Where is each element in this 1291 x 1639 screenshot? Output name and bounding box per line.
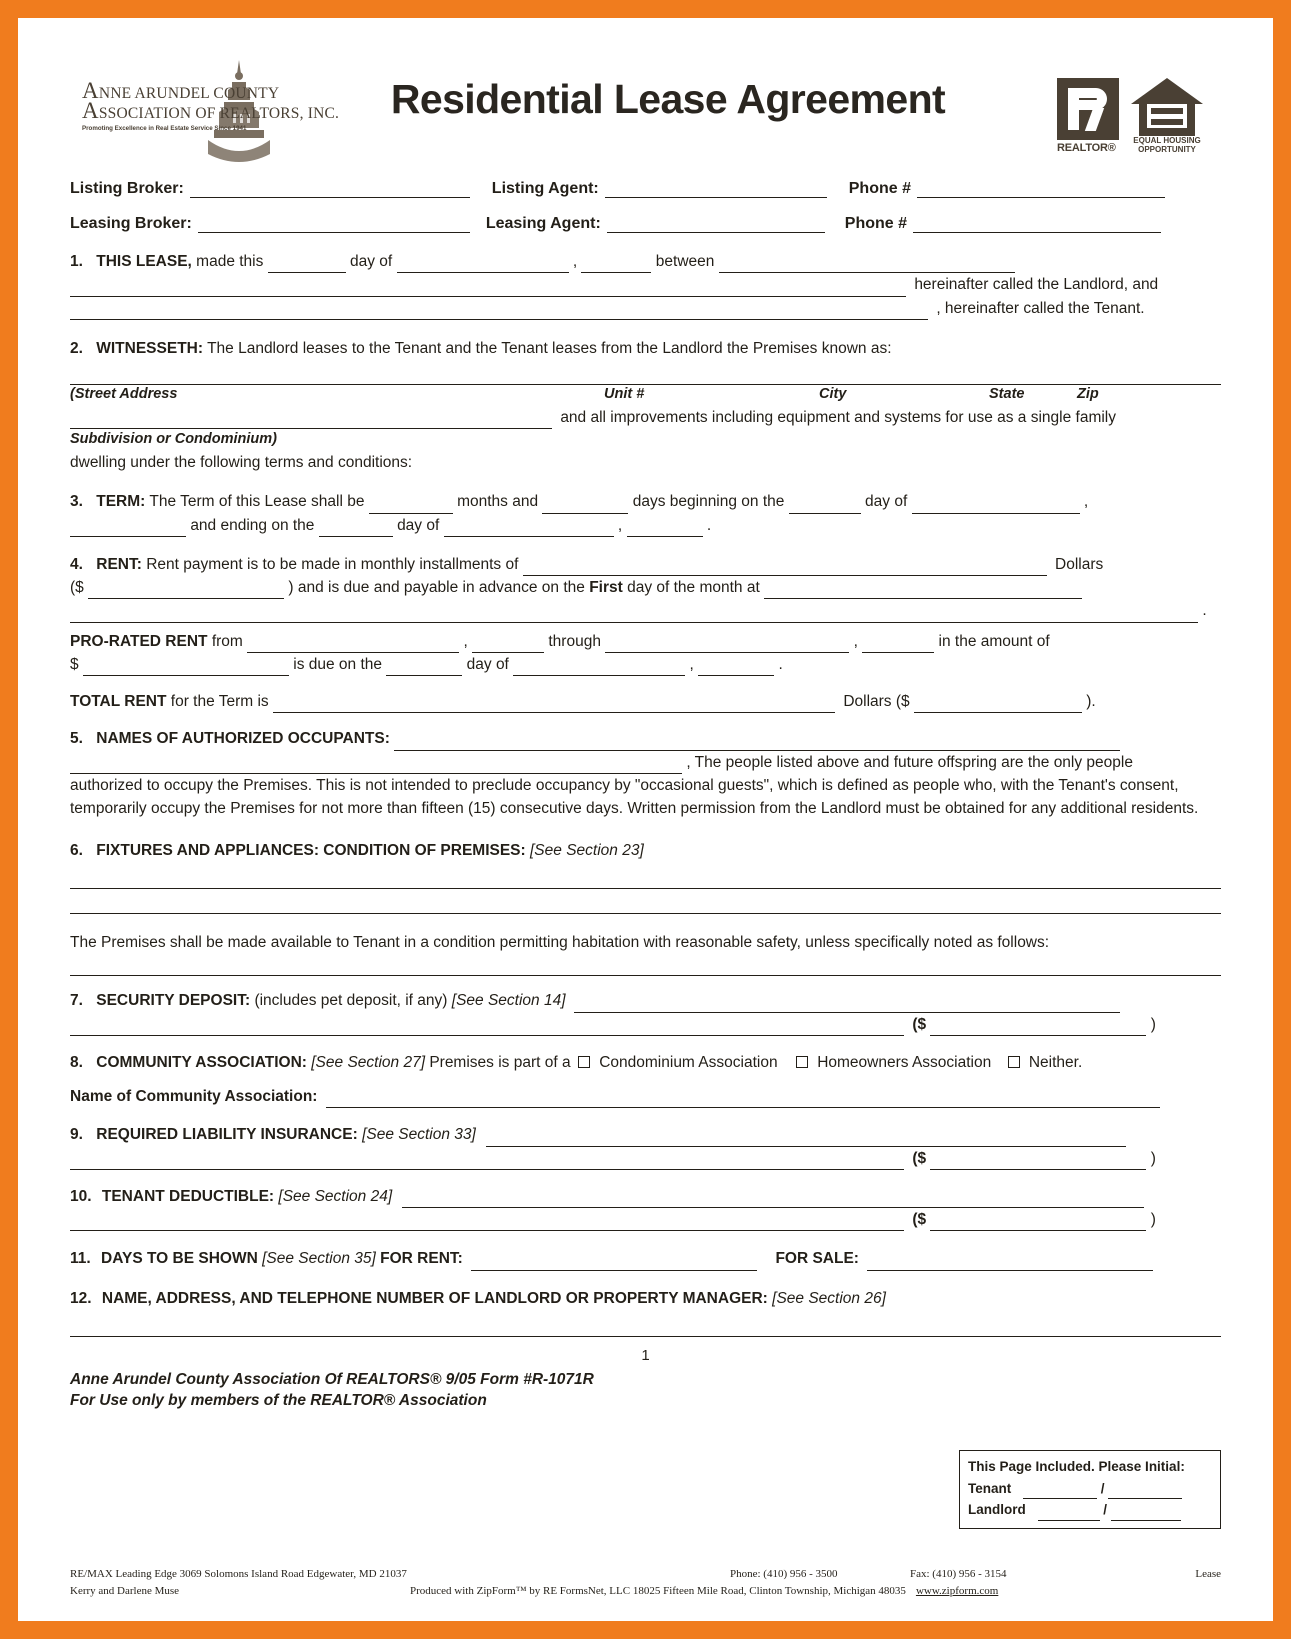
s10-deductible-input[interactable] <box>402 1193 1144 1208</box>
community-association-name-input[interactable] <box>326 1093 1160 1108</box>
logo-line-1: ANNE ARUNDEL COUNTY <box>82 78 280 103</box>
s9-dollar-sign: ($ <box>912 1149 927 1167</box>
listing-agent-label: Listing Agent: <box>491 180 599 197</box>
section-8-reference: [See Section 27] <box>311 1053 425 1071</box>
broker-fields <box>70 180 1221 233</box>
s10-close-paren: ) <box>1150 1211 1156 1229</box>
s5-occupants-input-2[interactable] <box>70 759 682 774</box>
section-10-number: 10. <box>70 1187 92 1205</box>
section-10-tenant-deductible <box>70 1185 1221 1208</box>
s1-made-this-label: made this <box>196 253 264 270</box>
agent-names: Kerry and Darlene Muse <box>70 1584 180 1597</box>
s1-month-input[interactable] <box>397 258 569 273</box>
prorated-comma-2: , <box>853 632 858 650</box>
s7-deposit-input-2[interactable] <box>70 1021 904 1036</box>
listing-phone-input[interactable] <box>917 183 1165 198</box>
s1-tenant-input[interactable] <box>70 305 928 320</box>
homeowners-association-checkbox[interactable] <box>796 1056 808 1068</box>
zipform-link[interactable]: www.zipform.com <box>915 1584 999 1597</box>
total-rent-words-input[interactable] <box>273 698 835 713</box>
section-12-reference: [See Section 26] <box>772 1289 886 1307</box>
section-2-number: 2. <box>70 339 83 357</box>
section-4-number: 4. <box>70 555 83 573</box>
s4-first-label: First <box>589 579 623 596</box>
habitation-text: The Premises shall be made available to Tenant in a condition permitting habitation with reasonable safety, unless specifically noted as follows: <box>70 934 1050 952</box>
city-header: City <box>819 386 847 402</box>
leasing-agent-input[interactable] <box>607 218 825 233</box>
section-10-line-2 <box>70 1208 1221 1231</box>
s9-insurance-input[interactable] <box>486 1132 1126 1147</box>
landlord-initials-label: Landlord <box>968 1502 1026 1518</box>
s4-month-at-label: day of the month at <box>627 579 760 596</box>
s3-begin-day-input[interactable] <box>789 499 861 514</box>
state-header: State <box>989 386 1025 402</box>
form-id-line-1: Anne Arundel County Association Of REALTORS® 9/05 Form #R-1071R <box>70 1370 594 1388</box>
dwelling-terms-text: dwelling under the following terms and conditions: <box>70 454 413 471</box>
leasing-phone-input[interactable] <box>913 218 1161 233</box>
landlord-initials-input-2[interactable] <box>1111 1506 1181 1521</box>
total-rent-dollars-label: Dollars ($ <box>843 693 910 710</box>
section-9-liability-insurance <box>70 1123 1221 1146</box>
office-fax: Fax: (410) 956 - 3154 <box>910 1568 1007 1580</box>
section-1-this-lease <box>70 250 1221 273</box>
unit-header: Unit # <box>604 386 645 402</box>
s1-landlord-input[interactable] <box>719 258 1015 273</box>
s1-landlord-caption: hereinafter called the Landlord, and <box>914 276 1159 294</box>
s3-comma-2: , <box>617 516 623 534</box>
tenant-initials-slash: / <box>1100 1480 1105 1496</box>
listing-broker-input[interactable] <box>190 183 470 198</box>
s3-end-day-input[interactable] <box>319 522 393 537</box>
section-7-reference: [See Section 14] <box>451 992 566 1010</box>
s1-tenant-caption: , hereinafter called the Tenant. <box>936 299 1145 317</box>
s8-part-of-label: Premises is part of a <box>429 1053 571 1071</box>
s3-days-input[interactable] <box>542 499 628 514</box>
s3-end-month-input[interactable] <box>444 522 614 537</box>
community-association-name-label: Name of Community Association: <box>70 1088 318 1106</box>
lease-document-page <box>18 18 1273 1621</box>
form-id-line-2: For Use only by members of the REALTOR® Association <box>70 1391 487 1409</box>
address-column-headers <box>70 386 1221 402</box>
house-icon <box>1131 78 1203 136</box>
section-11-title: DAYS TO BE SHOWN <box>101 1250 258 1268</box>
s4-due-label: ) and is due and payable in advance on the <box>288 579 585 596</box>
section-10-title: TENANT DEDUCTIBLE: <box>101 1187 275 1205</box>
s3-ending-label: and ending on the <box>190 516 315 534</box>
prorated-comma-3: , <box>689 655 694 673</box>
section-6-number: 6. <box>70 841 83 859</box>
s1-between-label: between <box>655 253 715 270</box>
s9-insurance-input-2[interactable] <box>70 1155 904 1170</box>
s1-day-input[interactable] <box>268 258 346 273</box>
form-identification <box>70 1370 1221 1412</box>
section-1-line-2 <box>70 273 1221 296</box>
section-3-line-2 <box>70 514 1221 537</box>
section-5-occupants <box>70 727 1221 750</box>
s3-months-label: months and <box>457 493 539 511</box>
office-phone: Phone: (410) 956 - 3500 <box>730 1568 838 1580</box>
tenant-initials-row <box>968 1478 1212 1500</box>
section-2-witnesseth <box>70 337 1221 360</box>
logo-tagline: Promoting Excellence in Real Estate Service Since 1941 <box>82 124 247 132</box>
equal-housing-caption: EQUAL HOUSING OPPORTUNITY <box>1133 136 1201 154</box>
total-rent-amount-input[interactable] <box>914 698 1082 713</box>
s12-blank-line[interactable] <box>70 1336 1221 1337</box>
prorated-due-day-input[interactable] <box>386 661 462 676</box>
initials-box <box>959 1450 1221 1529</box>
premises-address-rule <box>70 384 1221 385</box>
footer-fine-print <box>70 1566 1221 1599</box>
s9-close-paren: ) <box>1150 1149 1156 1167</box>
s10-dollar-sign: ($ <box>912 1211 927 1229</box>
community-association-name-row <box>70 1085 1221 1108</box>
section-10-reference: [See Section 24] <box>278 1187 393 1205</box>
prorated-from-input[interactable] <box>247 638 459 653</box>
s4-dollars-label: Dollars <box>1055 555 1104 573</box>
section-12-title: NAME, ADDRESS, AND TELEPHONE NUMBER OF LANDLORD OR PROPERTY MANAGER: <box>101 1289 768 1307</box>
s5-paragraph: authorized to occupy the Premises. This is not intended to preclude occupancy by "occasional guests", which is defined as people who, with the Tenant's consent, temporarily occupy the Premises for not more than fifteen (15) consecutive days. Written permission from the Landlord must be obtained for any additional residents. <box>70 776 1199 818</box>
condominium-association-label: Condominium Association <box>599 1053 778 1071</box>
s3-begin-year-input[interactable] <box>70 522 186 537</box>
section-7-number: 7. <box>70 992 83 1010</box>
document-header <box>70 58 1221 176</box>
s3-days-label: days beginning on the <box>632 493 785 511</box>
leasing-broker-input[interactable] <box>198 218 470 233</box>
s4-payment-place-input[interactable] <box>764 584 1082 599</box>
section-8-community-association <box>70 1051 1221 1074</box>
for-sale-input[interactable] <box>867 1256 1153 1271</box>
for-rent-label: FOR RENT: <box>380 1250 463 1268</box>
s5-occupants-input[interactable] <box>394 736 1120 751</box>
s3-period: . <box>706 516 712 534</box>
section-7-line-2 <box>70 1013 1221 1036</box>
homeowners-association-label: Homeowners Association <box>817 1053 992 1071</box>
s4-dollar-sign: ($ <box>70 579 84 596</box>
for-sale-label: FOR SALE: <box>775 1250 859 1268</box>
s4-installments-label: Rent payment is to be made in monthly installments of <box>146 555 519 573</box>
listing-broker-label: Listing Broker: <box>70 180 184 197</box>
s7-pet-deposit-note: (includes pet deposit, if any) <box>254 992 448 1010</box>
realtor-logo <box>1057 78 1119 154</box>
subdivision-row <box>70 406 1221 429</box>
landlord-initials-row <box>968 1499 1212 1521</box>
prorated-from-year-input[interactable] <box>472 638 544 653</box>
s7-deposit-amount-input[interactable] <box>930 1021 1146 1036</box>
page-number: 1 <box>641 1346 650 1364</box>
s7-close-paren: ) <box>1150 1015 1156 1033</box>
condominium-association-checkbox[interactable] <box>578 1056 590 1068</box>
section-5-number: 5. <box>70 730 83 748</box>
section-1-number: 1. <box>70 253 83 270</box>
neither-checkbox[interactable] <box>1008 1056 1020 1068</box>
landlord-initials-slash: / <box>1103 1502 1108 1518</box>
prorated-rent-row <box>70 630 1221 653</box>
leasing-phone-label: Phone # <box>844 215 908 232</box>
section-12-number: 12. <box>70 1289 92 1307</box>
total-rent-close: ). <box>1086 693 1096 710</box>
section-9-line-2 <box>70 1147 1221 1170</box>
section-4-title: RENT: <box>96 555 142 573</box>
office-address: RE/MAX Leading Edge 3069 Solomons Island Road Edgewater, MD 21037 <box>70 1568 407 1580</box>
zip-header: Zip <box>1077 386 1099 402</box>
section-11-number: 11. <box>70 1250 91 1268</box>
listing-broker-row <box>70 180 1221 198</box>
s1-comma: , <box>572 253 578 270</box>
total-rent-label: TOTAL RENT <box>70 693 167 710</box>
header-logos <box>1057 78 1203 154</box>
prorated-through-input[interactable] <box>605 638 849 653</box>
section-9-number: 9. <box>70 1126 83 1144</box>
s4-period: . <box>1202 602 1207 620</box>
s3-day-of-label: day of <box>865 493 908 511</box>
landlord-initials-input-1[interactable] <box>1038 1506 1100 1521</box>
section-3-title: TERM: <box>96 493 146 511</box>
prorated-from-label: from <box>211 632 243 650</box>
section-7-title: SECURITY DEPOSIT: <box>96 992 251 1010</box>
s7-deposit-input[interactable] <box>574 998 1120 1013</box>
section-2-title: WITNESSETH: <box>96 339 204 357</box>
section-3-term <box>70 490 1221 513</box>
s7-dollar-sign: ($ <box>912 1015 927 1033</box>
section-11-reference: [See Section 35] <box>262 1250 376 1268</box>
prorated-through-label: through <box>548 632 601 650</box>
section-4-line-3 <box>70 599 1221 622</box>
logo-line-2: ASSOCIATION OF REALTORS, INC. <box>82 98 340 124</box>
s6-blank-line-2[interactable] <box>70 913 1221 914</box>
section-9-title: REQUIRED LIABILITY INSURANCE: <box>96 1126 358 1144</box>
total-rent-term-label: for the Term is <box>170 693 269 710</box>
s3-begin-month-input[interactable] <box>912 499 1080 514</box>
leasing-broker-row <box>70 215 1221 233</box>
prorated-due-label: is due on the <box>293 655 383 673</box>
s6-blank-line-3[interactable] <box>70 975 1221 976</box>
section-4-line-2 <box>70 576 1221 599</box>
neither-label: Neither. <box>1028 1053 1083 1071</box>
s10-deductible-amount-input[interactable] <box>930 1216 1146 1231</box>
section-3-number: 3. <box>70 493 83 511</box>
section-6-fixtures <box>70 839 1221 862</box>
section-8-number: 8. <box>70 1053 83 1071</box>
prorated-comma-1: , <box>463 632 468 650</box>
s5-after-line-text: , The people listed above and future offspring are the only people <box>686 753 1133 771</box>
prorated-day-of-label: day of <box>466 655 509 673</box>
s3-term-label: The Term of this Lease shall be <box>149 493 365 511</box>
prorated-dollar-sign: $ <box>70 655 79 673</box>
leasing-broker-label: Leasing Broker: <box>70 215 192 232</box>
prorated-due-year-input[interactable] <box>698 661 774 676</box>
listing-phone-label: Phone # <box>848 180 911 197</box>
prorated-due-month-input[interactable] <box>513 661 685 676</box>
section-6-title: FIXTURES AND APPLIANCES: CONDITION OF PREMISES: <box>96 841 526 859</box>
listing-agent-input[interactable] <box>605 183 827 198</box>
realtor-r-icon <box>1057 78 1119 140</box>
produced-with-text: Produced with ZipForm™ by RE FormsNet, LLC 18025 Fifteen Mile Road, Clinton Township, Michigan 48035 <box>410 1584 906 1597</box>
subdivision-label: Subdivision or Condominium) <box>70 431 278 448</box>
association-logo <box>82 78 340 132</box>
page-title: Residential Lease Agreement <box>390 76 946 122</box>
s4-amount-input[interactable] <box>88 584 284 599</box>
lease-tag: Lease <box>1195 1568 1221 1580</box>
s10-deductible-input-2[interactable] <box>70 1216 904 1231</box>
s3-comma-1: , <box>1083 493 1089 511</box>
s1-day-of-label: day of <box>350 253 393 270</box>
section-7-security-deposit <box>70 989 1221 1012</box>
s3-end-year-input[interactable] <box>627 522 703 537</box>
fine-print-row-1 <box>70 1566 1221 1583</box>
section-2-text: The Landlord leases to the Tenant and the Tenant leases from the Landlord the Premises known as: <box>207 339 892 357</box>
section-1-line-3 <box>70 297 1221 320</box>
s9-insurance-amount-input[interactable] <box>930 1155 1146 1170</box>
s4-amount-words-input[interactable] <box>523 561 1047 576</box>
section-5-title: NAMES OF AUTHORIZED OCCUPANTS: <box>96 730 390 748</box>
s4-payment-place-input-2[interactable] <box>70 608 1198 623</box>
improvements-text: and all improvements including equipment and systems for use as a single family <box>560 409 1117 426</box>
section-12-landlord-info <box>70 1287 1221 1310</box>
subdivision-input[interactable] <box>70 414 552 429</box>
prorated-amount-label: in the amount of <box>938 632 1050 650</box>
realtor-caption: REALTOR® <box>1057 142 1116 154</box>
s1-year-input[interactable] <box>581 258 651 273</box>
prorated-rent-line-2 <box>70 653 1221 676</box>
initials-box-heading: This Page Included. Please Initial: <box>968 1459 1185 1475</box>
street-address-header: (Street Address <box>70 386 178 402</box>
s3-end-day-of-label: day of <box>397 516 440 534</box>
section-11-days-to-be-shown <box>70 1247 1221 1270</box>
section-9-reference: [See Section 33] <box>362 1126 476 1144</box>
section-5-line-2 <box>70 751 1221 774</box>
section-6-reference: [See Section 23] <box>530 841 644 859</box>
tenant-initials-input-1[interactable] <box>1023 1484 1097 1499</box>
section-8-title: COMMUNITY ASSOCIATION: <box>96 1053 307 1071</box>
equal-housing-logo <box>1131 78 1203 154</box>
s3-months-input[interactable] <box>369 499 453 514</box>
leasing-agent-label: Leasing Agent: <box>485 215 601 232</box>
prorated-amount-input[interactable] <box>83 661 289 676</box>
prorated-period: . <box>778 655 783 673</box>
total-rent-row <box>70 690 1221 713</box>
prorated-rent-label: PRO-RATED RENT <box>70 632 208 650</box>
section-1-title: THIS LEASE, <box>96 253 192 270</box>
s1-landlord-input-2[interactable] <box>70 282 906 297</box>
fine-print-row-2 <box>70 1583 1221 1600</box>
tenant-initials-input-2[interactable] <box>1108 1484 1182 1499</box>
tenant-initials-label: Tenant <box>968 1480 1012 1496</box>
section-4-rent <box>70 553 1221 576</box>
for-rent-input[interactable] <box>471 1256 757 1271</box>
prorated-through-year-input[interactable] <box>862 638 934 653</box>
